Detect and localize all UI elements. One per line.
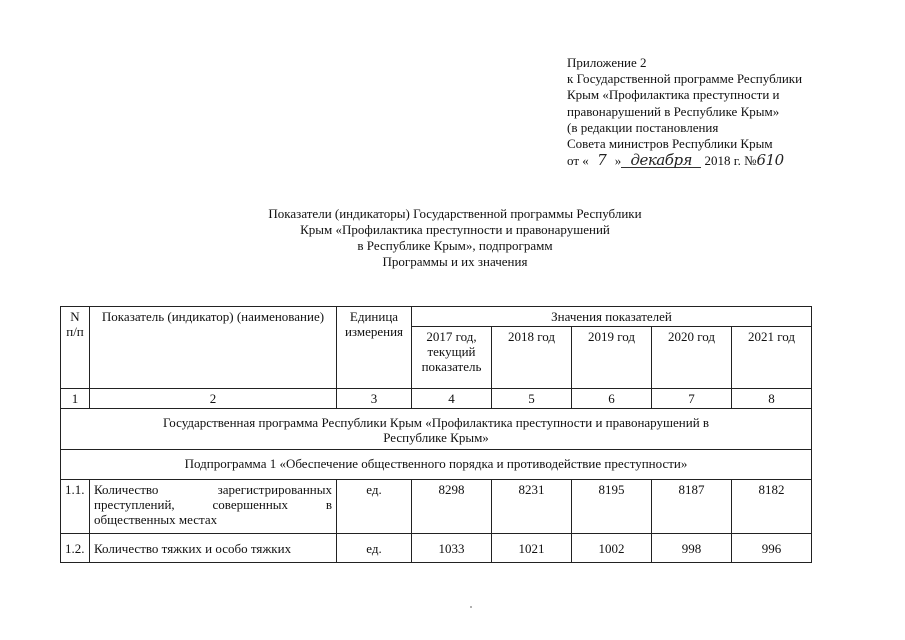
appendix-line: Совета министров Республики Крым [567,136,773,152]
title-line: Крым «Профилактика преступности и правонарушений [300,222,610,237]
subprogram-title: Подпрограмма 1 «Обеспечение общественного порядка и противодействие преступности» [61,450,812,480]
subprogram-row [61,450,812,480]
header-year: 2020 год [652,327,732,389]
date-prefix: от « [567,153,589,169]
column-number: 2 [90,389,337,409]
handwritten-month: декабря [621,153,701,168]
appendix-line: Приложение 2 [567,55,647,70]
row-indicator: Количество зарегистрированных преступлений, совершенных в общественных местах [90,480,337,534]
document-title [120,206,790,270]
row-value: 8298 [412,480,492,534]
date-separator: » [614,153,622,169]
row-value: 8231 [492,480,572,534]
handwritten-day: 7 [597,151,607,170]
header-year: 2018 год [492,327,572,389]
appendix-block [567,55,802,169]
row-num: 1.2. [61,534,90,563]
appendix-line: (в редакции постановления [567,119,719,135]
row-unit: ед. [337,534,412,563]
header-values: Значения показателей [412,307,812,327]
column-number: 8 [732,389,812,409]
date-year: 2018 г. № [704,153,757,169]
appendix-line: Крым «Профилактика преступности и [567,87,780,103]
program-title [61,409,812,450]
title-line: Программы и их значения [382,254,528,269]
row-value: 996 [732,534,812,563]
column-number: 4 [412,389,492,409]
row-value: 998 [652,534,732,563]
row-value: 8187 [652,480,732,534]
title-line: Показатели (индикаторы) Государственной программы Республики [268,206,642,221]
row-value: 1021 [492,534,572,563]
row-unit: ед. [337,480,412,534]
row-value: 8182 [732,480,812,534]
handwritten-number: 610 [756,151,784,170]
header-year: 2021 год [732,327,812,389]
table-row [61,480,812,534]
header-indicator: Показатель (индикатор) (наименование) [90,307,337,389]
appendix-line: правонарушений в Республике Крым» [567,103,780,119]
column-number: 1 [61,389,90,409]
row-indicator: Количество тяжких и особо тяжких [90,534,337,563]
program-row [61,409,812,450]
column-number: 6 [572,389,652,409]
row-value: 8195 [572,480,652,534]
column-number: 3 [337,389,412,409]
header-year: 2017 год, текущий показатель [412,327,492,389]
indicators-table [60,306,812,563]
table-header-row [61,307,812,327]
header-year: 2019 год [572,327,652,389]
header-unit: Единица измерения [337,307,412,389]
row-value: 1002 [572,534,652,563]
title-line: в Республике Крым», подпрограмм [357,238,553,253]
row-value: 1033 [412,534,492,563]
row-num: 1.1. [61,480,90,534]
column-number: 7 [652,389,732,409]
column-number-row [61,389,812,409]
appendix-line: к Государственной программе Республики [567,71,803,87]
header-num: N п/п [61,307,90,389]
resolution-date [567,152,802,169]
program-title-text: Государственная программа Республики Крым «Профилактика преступности и правонарушений в Республике Крым» [162,415,710,445]
scan-speck [470,606,472,608]
column-number: 5 [492,389,572,409]
table-row [61,534,812,563]
